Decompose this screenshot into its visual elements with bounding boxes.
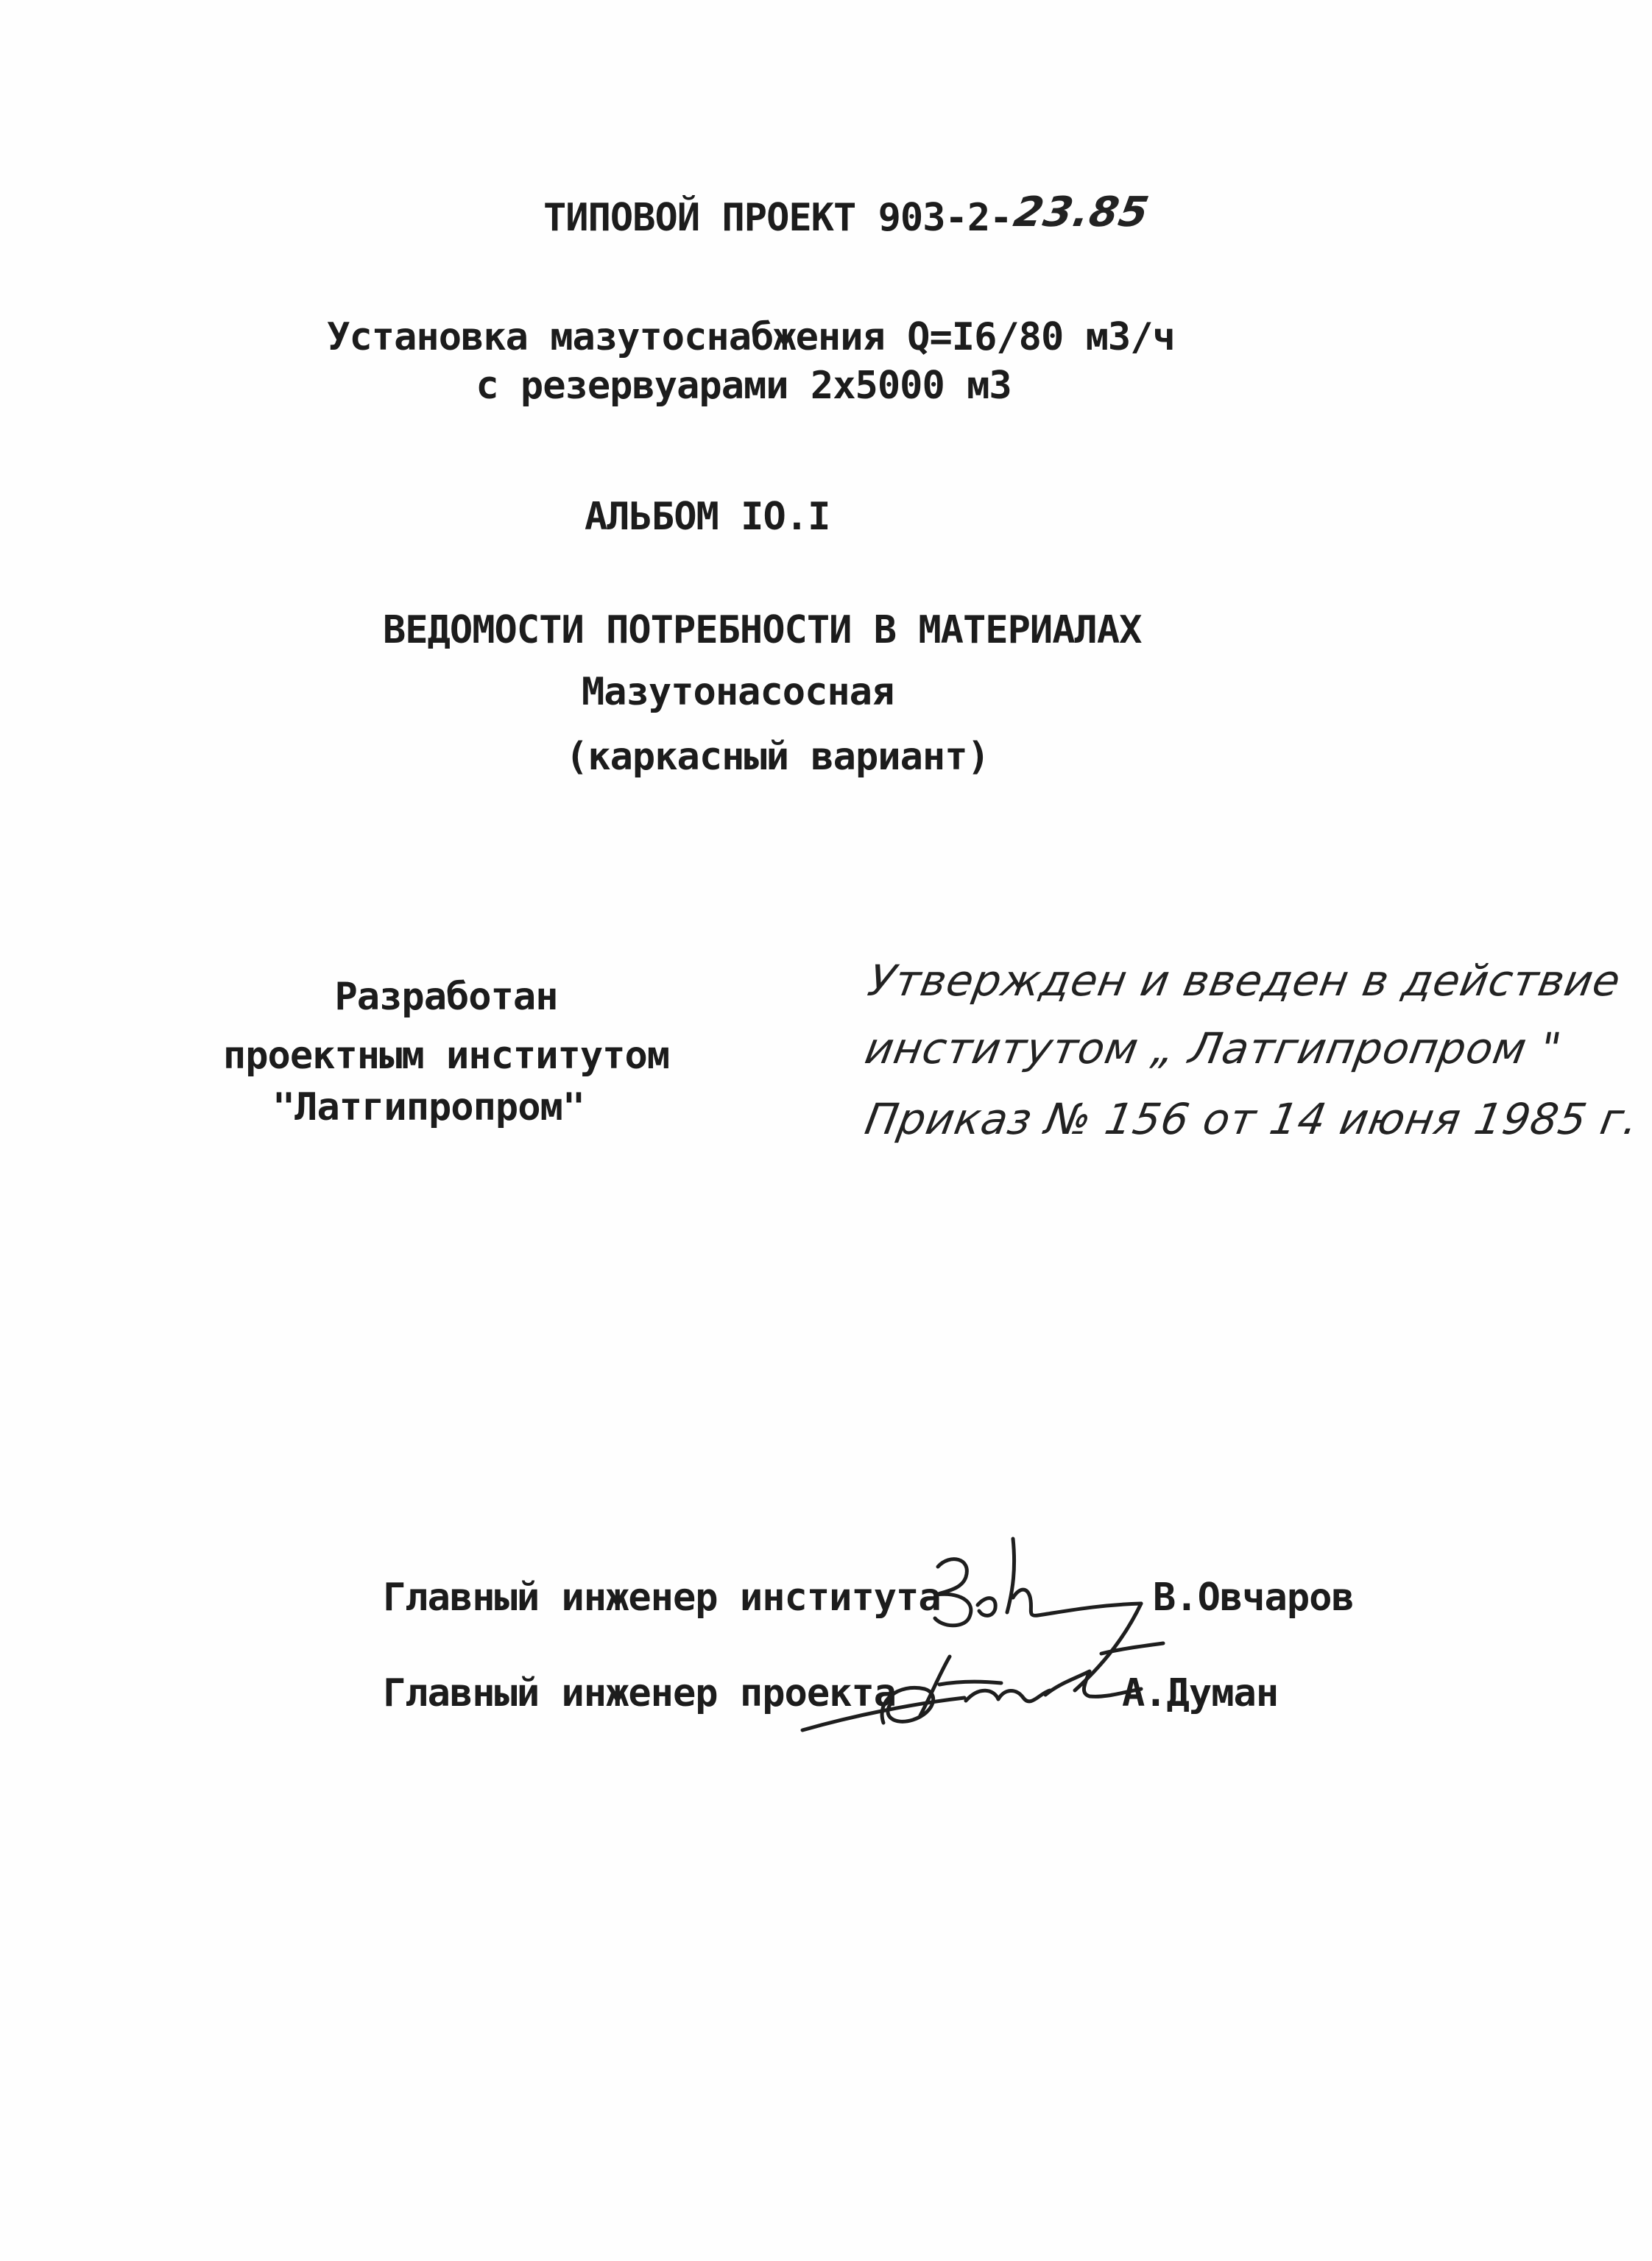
signature-name-1: В.Овчаров <box>1153 1576 1354 1620</box>
section-heading: ВЕДОМОСТИ ПОТРЕБНОСТИ В МАТЕРИАЛАХ <box>383 608 1142 652</box>
signature-role-1: Главный инженер института <box>383 1576 941 1620</box>
project-number <box>543 188 1154 241</box>
approval-line-3: Приказ № 156 от 14 июня 1985 г. <box>861 1094 1643 1144</box>
developer-line-2: проектным институтом <box>222 1034 670 1078</box>
signature-mark-2 <box>795 1612 1178 1745</box>
title-line-2: с резервуарами 2х5000 м3 <box>476 364 1012 408</box>
project-number-typed: ТИПОВОЙ ПРОЕКТ 903-2- <box>543 196 1012 240</box>
signature-name-2: А.Думан <box>1122 1671 1279 1715</box>
developer-line-3: "Латгипропром" <box>272 1085 585 1129</box>
developer-line-1: Разработан <box>334 975 558 1019</box>
section-variant: (каркасный вариант) <box>565 735 989 779</box>
approval-line-1: Утвержден и введен в действие <box>864 956 1625 1006</box>
signature-role-2: Главный инженер проекта <box>383 1671 897 1715</box>
title-line-1: Установка мазутоснабжения Q=I6/80 м3/ч <box>327 315 1175 359</box>
album-label: АЛЬБОМ IO.I <box>585 495 830 539</box>
approval-line-2: институтом „ Латгипропром " <box>861 1023 1566 1073</box>
project-number-handwritten: 23.85 <box>1010 188 1154 236</box>
section-subtitle: Мазутонасосная <box>582 670 894 714</box>
